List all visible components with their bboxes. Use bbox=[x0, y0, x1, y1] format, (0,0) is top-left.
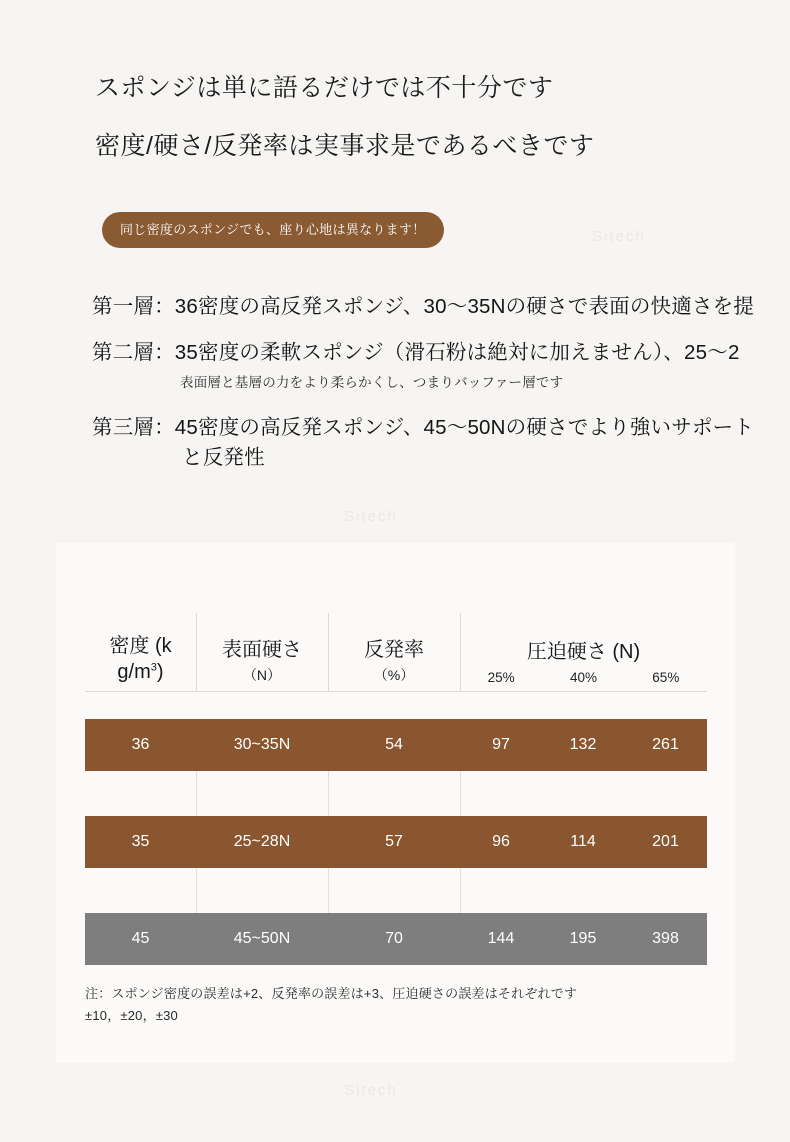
cell-press-25: 144 bbox=[487, 930, 515, 947]
cell-press-25: 96 bbox=[492, 833, 510, 850]
footnote-line-2: ±10，±20，±30 bbox=[85, 1008, 178, 1024]
column-header-surface-hardness bbox=[196, 633, 328, 691]
cell-density: 45 bbox=[131, 930, 150, 947]
column-divider bbox=[196, 771, 197, 816]
press-sub-65: 65% bbox=[652, 670, 680, 685]
column-header-surface-label: 表面硬さ bbox=[222, 639, 302, 661]
cell-press-65: 398 bbox=[652, 930, 679, 947]
watermark: Sitech bbox=[344, 508, 398, 525]
press-sub-headers bbox=[460, 670, 707, 685]
cell-press-65: 261 bbox=[652, 736, 679, 753]
cell-rebound: 54 bbox=[385, 736, 403, 753]
layer-item-3 bbox=[92, 413, 790, 472]
column-header-press-label: 圧迫硬さ (N) bbox=[526, 641, 641, 663]
column-header-press-hardness bbox=[460, 635, 707, 691]
spec-table-card bbox=[56, 543, 735, 1063]
table-row bbox=[85, 816, 707, 868]
press-sub-40: 40% bbox=[569, 670, 597, 685]
cell-rebound: 57 bbox=[385, 833, 403, 850]
layer-item-3-text-cont: と反発性 bbox=[182, 446, 265, 470]
column-header-rebound-label: 反発率 bbox=[364, 639, 424, 661]
layer-item-2-note: 表面層と基層の力をより柔らかくし、つまりバッファー層です bbox=[180, 375, 564, 391]
column-header-rebound-unit: （%） bbox=[373, 667, 415, 683]
cell-surface: 25~28N bbox=[233, 833, 291, 850]
layer-item-1: 第一層：36密度の高反発スポンジ、30〜35Nの硬さで表面の快適さを提 bbox=[92, 295, 755, 318]
table-footnote bbox=[85, 983, 685, 1027]
footnote-line-1: 注：スポンジ密度の誤差は+2、反発率の誤差は+3、圧迫硬さの誤差はそれぞれです bbox=[85, 986, 578, 1001]
page-title: スポンジは単に語るだけでは不十分です bbox=[95, 74, 554, 102]
cell-rebound: 70 bbox=[385, 930, 403, 947]
layer-item-3-text: 第三層：45密度の高反発スポンジ、45〜50Nの硬さでより強いサポート bbox=[92, 416, 755, 440]
cell-press-40: 114 bbox=[570, 833, 596, 850]
watermark: Sitech bbox=[592, 228, 646, 245]
cell-surface: 45~50N bbox=[233, 930, 291, 947]
column-header-rebound bbox=[328, 633, 460, 691]
layer-item-2: 第二層：35密度の柔軟スポンジ（滑石粉は絶対に加えません）、25〜2 bbox=[92, 340, 740, 364]
cell-press-65: 201 bbox=[652, 833, 679, 850]
cell-press-25: 97 bbox=[492, 736, 510, 753]
column-divider bbox=[460, 771, 461, 816]
cell-density: 36 bbox=[131, 736, 150, 753]
row-gap bbox=[85, 868, 707, 913]
watermark: Sitech bbox=[344, 1082, 398, 1099]
table-header-row bbox=[85, 599, 707, 692]
table-row bbox=[85, 719, 707, 771]
press-sub-25: 25% bbox=[487, 670, 515, 685]
table-row bbox=[85, 913, 707, 965]
status-badge: 同じ密度のスポンジでも、座り心地は異なります！ bbox=[102, 212, 444, 248]
column-header-density: 密度 (k $g/m^3$) bbox=[109, 635, 172, 683]
layer-list bbox=[92, 292, 790, 473]
column-divider bbox=[460, 868, 461, 913]
column-divider bbox=[196, 868, 197, 913]
cell-surface: 30~35N bbox=[233, 736, 291, 753]
headline-block bbox=[95, 72, 775, 164]
cell-press-40: 195 bbox=[569, 930, 597, 947]
cell-density: 35 bbox=[131, 833, 150, 850]
spec-table bbox=[85, 599, 707, 965]
cell-press-40: 132 bbox=[569, 736, 597, 753]
column-divider bbox=[328, 771, 329, 816]
column-header-surface-unit: （N） bbox=[242, 667, 282, 683]
column-divider bbox=[328, 868, 329, 913]
row-gap bbox=[85, 771, 707, 816]
page-subtitle: 密度/硬さ/反発率は実事求是であるべきです bbox=[95, 131, 595, 160]
